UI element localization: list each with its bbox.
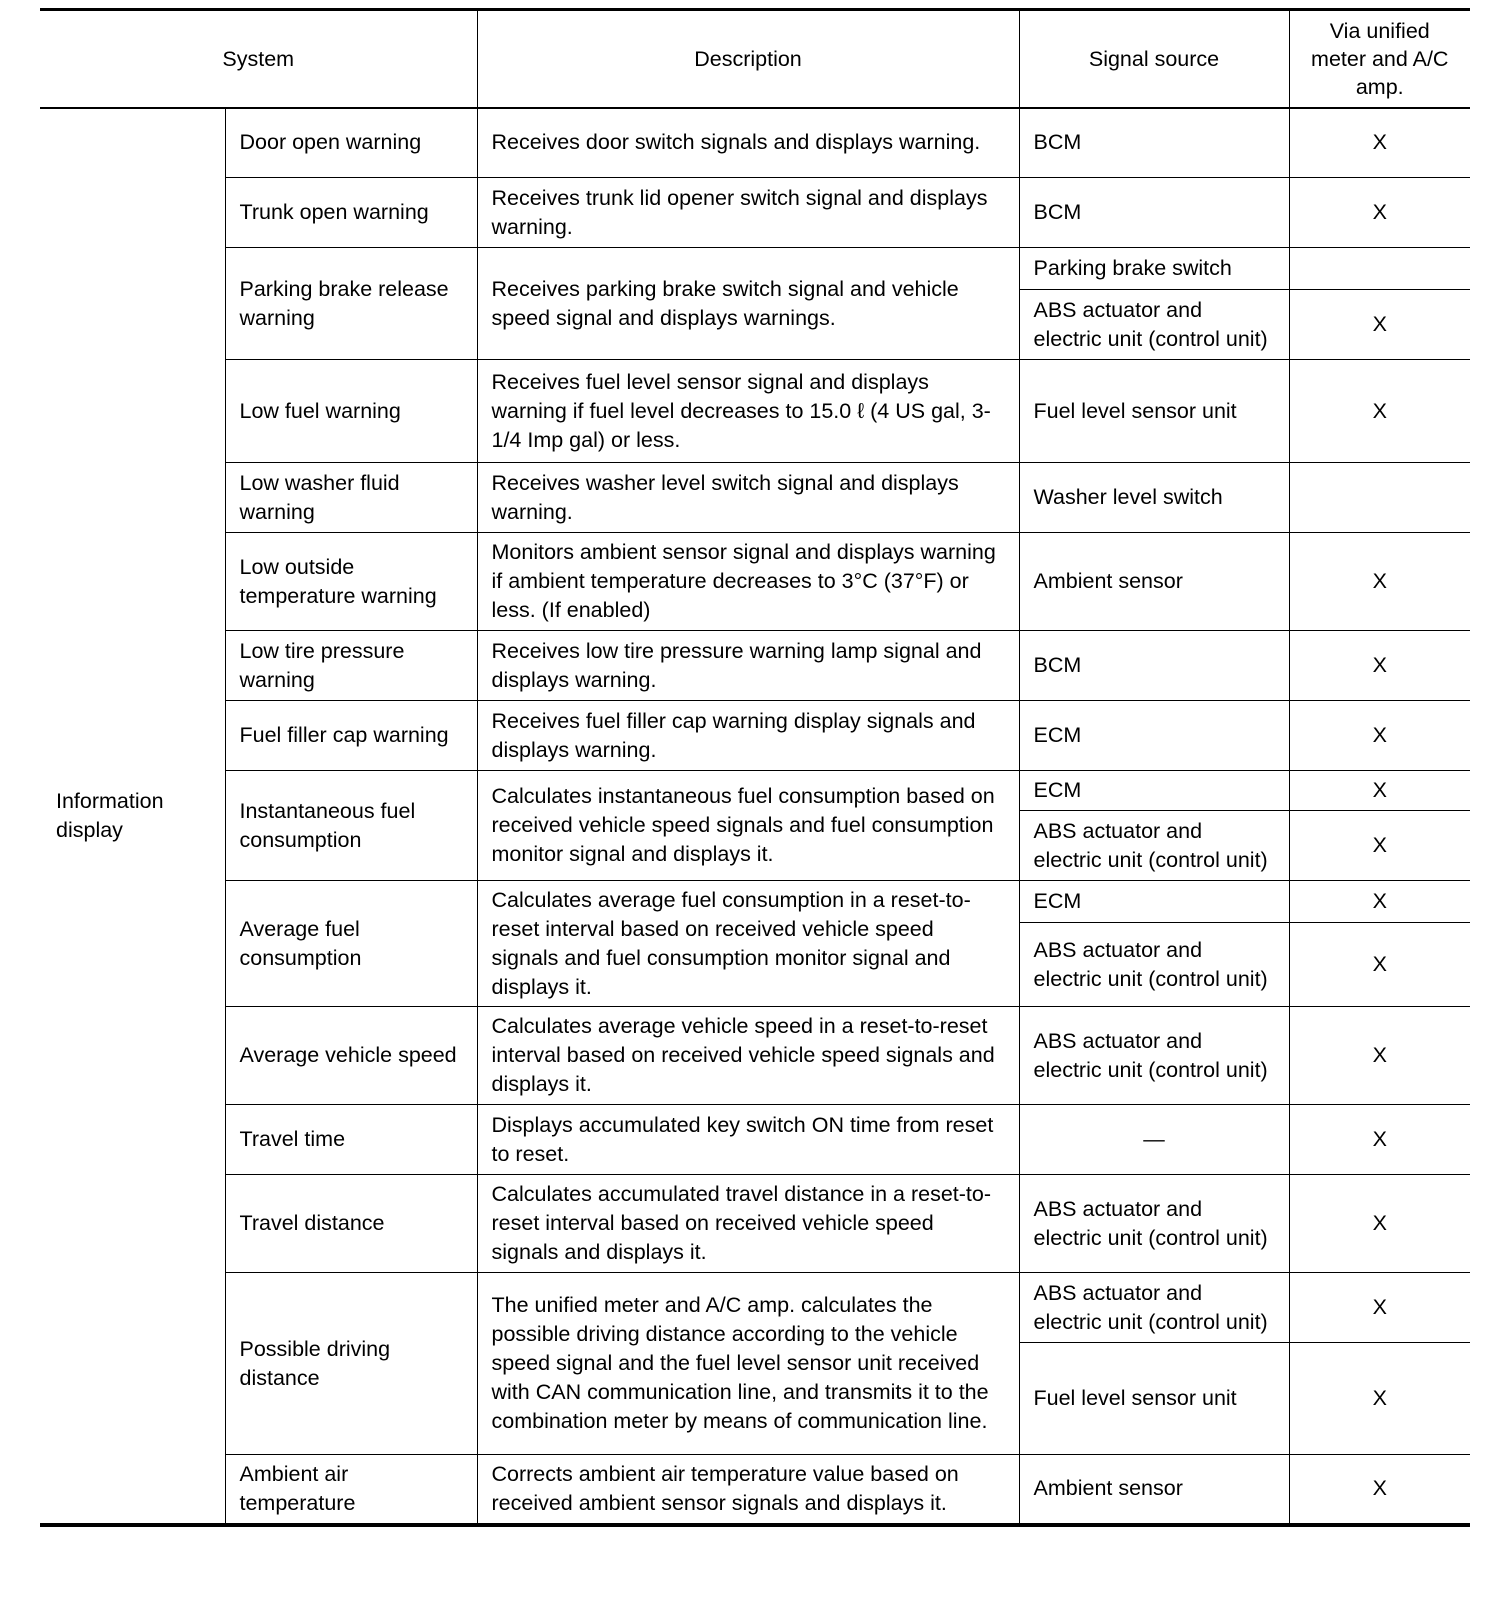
via-mark: X xyxy=(1289,1273,1470,1343)
table-row xyxy=(40,533,1470,631)
via-mark xyxy=(1289,248,1470,290)
via-mark: X xyxy=(1289,631,1470,701)
signal-source: ABS actuator and electric unit (control unit) xyxy=(1019,923,1289,1007)
row-description: The unified meter and A/C amp. calculates the possible driving distance according to the vehicle speed signal and the fuel level sensor unit received with CAN communication line, and transmits it to the combination meter by means of communication line. xyxy=(477,1273,1019,1455)
header-via-unified-meter: Via unified meter and A/C amp. xyxy=(1289,10,1470,108)
row-description: Receives fuel level sensor signal and displays warning if fuel level decreases to 15.0 ℓ (4 US gal, 3-1/4 Imp gal) or less. xyxy=(477,360,1019,463)
row-description: Calculates accumulated travel distance in a reset-to-reset interval based on received vehicle speed signals and displays it. xyxy=(477,1175,1019,1273)
via-mark: X xyxy=(1289,923,1470,1007)
table-row xyxy=(40,108,1470,178)
signal-source: — xyxy=(1019,1105,1289,1175)
row-item: Parking brake release warning xyxy=(225,248,477,360)
table-row xyxy=(40,1273,1470,1343)
header-system: System xyxy=(40,10,477,108)
header-row xyxy=(40,10,1470,108)
via-mark: X xyxy=(1289,881,1470,923)
row-item: Travel distance xyxy=(225,1175,477,1273)
row-item: Low fuel warning xyxy=(225,360,477,463)
row-description: Calculates average fuel consumption in a reset-to-reset interval based on received vehicle speed signals and fuel consumption monitor signal and displays it. xyxy=(477,881,1019,1007)
header-signal-source: Signal source xyxy=(1019,10,1289,108)
signal-source: Ambient sensor xyxy=(1019,533,1289,631)
signal-source: ABS actuator and electric unit (control unit) xyxy=(1019,1175,1289,1273)
via-mark: X xyxy=(1289,290,1470,360)
row-description: Monitors ambient sensor signal and displays warning if ambient temperature decreases to 3°C (37°F) or less. (If enabled) xyxy=(477,533,1019,631)
row-item: Fuel filler cap warning xyxy=(225,701,477,771)
row-description: Calculates average vehicle speed in a reset-to-reset interval based on received vehicle speed signals and displays it. xyxy=(477,1007,1019,1105)
table-row xyxy=(40,881,1470,923)
signal-source: BCM xyxy=(1019,108,1289,178)
signal-source: ECM xyxy=(1019,771,1289,811)
row-description: Receives washer level switch signal and displays warning. xyxy=(477,463,1019,533)
row-item: Low washer fluid warning xyxy=(225,463,477,533)
via-mark: X xyxy=(1289,1343,1470,1455)
information-display-table xyxy=(40,8,1470,1527)
table-row xyxy=(40,463,1470,533)
signal-source: Fuel level sensor unit xyxy=(1019,360,1289,463)
row-item: Average vehicle speed xyxy=(225,1007,477,1105)
row-item: Travel time xyxy=(225,1105,477,1175)
header-description: Description xyxy=(477,10,1019,108)
via-mark: X xyxy=(1289,1105,1470,1175)
signal-source: Parking brake switch xyxy=(1019,248,1289,290)
signal-source: ECM xyxy=(1019,881,1289,923)
row-item: Possible driving distance xyxy=(225,1273,477,1455)
via-mark: X xyxy=(1289,360,1470,463)
row-description: Calculates instantaneous fuel consumption based on received vehicle speed signals and fuel consumption monitor signal and displays it. xyxy=(477,771,1019,881)
signal-source: BCM xyxy=(1019,178,1289,248)
row-description: Receives door switch signals and displays warning. xyxy=(477,108,1019,178)
via-mark xyxy=(1289,463,1470,533)
row-description: Receives parking brake switch signal and vehicle speed signal and displays warnings. xyxy=(477,248,1019,360)
via-mark: X xyxy=(1289,771,1470,811)
table-row xyxy=(40,701,1470,771)
row-item: Average fuel consumption xyxy=(225,881,477,1007)
via-mark: X xyxy=(1289,108,1470,178)
row-description: Receives low tire pressure warning lamp signal and displays warning. xyxy=(477,631,1019,701)
via-mark: X xyxy=(1289,1007,1470,1105)
row-item: Instantaneous fuel consumption xyxy=(225,771,477,881)
via-mark: X xyxy=(1289,533,1470,631)
signal-source: Washer level switch xyxy=(1019,463,1289,533)
row-item: Low outside temperature warning xyxy=(225,533,477,631)
system-cell: Information display xyxy=(40,108,225,1525)
via-mark: X xyxy=(1289,178,1470,248)
via-mark: X xyxy=(1289,811,1470,881)
signal-source: ABS actuator and electric unit (control unit) xyxy=(1019,1273,1289,1343)
table-row xyxy=(40,771,1470,811)
row-item: Ambient air temperature xyxy=(225,1455,477,1525)
table-row xyxy=(40,1105,1470,1175)
row-item: Low tire pressure warning xyxy=(225,631,477,701)
table-row xyxy=(40,1175,1470,1273)
row-description: Receives trunk lid opener switch signal and displays warning. xyxy=(477,178,1019,248)
table-row xyxy=(40,248,1470,290)
row-description: Displays accumulated key switch ON time from reset to reset. xyxy=(477,1105,1019,1175)
via-mark: X xyxy=(1289,1455,1470,1525)
signal-source: BCM xyxy=(1019,631,1289,701)
table-row xyxy=(40,178,1470,248)
row-item: Door open warning xyxy=(225,108,477,178)
signal-source: ABS actuator and electric unit (control unit) xyxy=(1019,811,1289,881)
signal-source: ABS actuator and electric unit (control unit) xyxy=(1019,1007,1289,1105)
table-row xyxy=(40,631,1470,701)
signal-source: ECM xyxy=(1019,701,1289,771)
table-row xyxy=(40,360,1470,463)
table-row xyxy=(40,1007,1470,1105)
row-item: Trunk open warning xyxy=(225,178,477,248)
signal-source: Fuel level sensor unit xyxy=(1019,1343,1289,1455)
via-mark: X xyxy=(1289,701,1470,771)
signal-source: Ambient sensor xyxy=(1019,1455,1289,1525)
via-mark: X xyxy=(1289,1175,1470,1273)
row-description: Corrects ambient air temperature value based on received ambient sensor signals and displays it. xyxy=(477,1455,1019,1525)
table-row xyxy=(40,1455,1470,1525)
signal-source: ABS actuator and electric unit (control unit) xyxy=(1019,290,1289,360)
row-description: Receives fuel filler cap warning display signals and displays warning. xyxy=(477,701,1019,771)
